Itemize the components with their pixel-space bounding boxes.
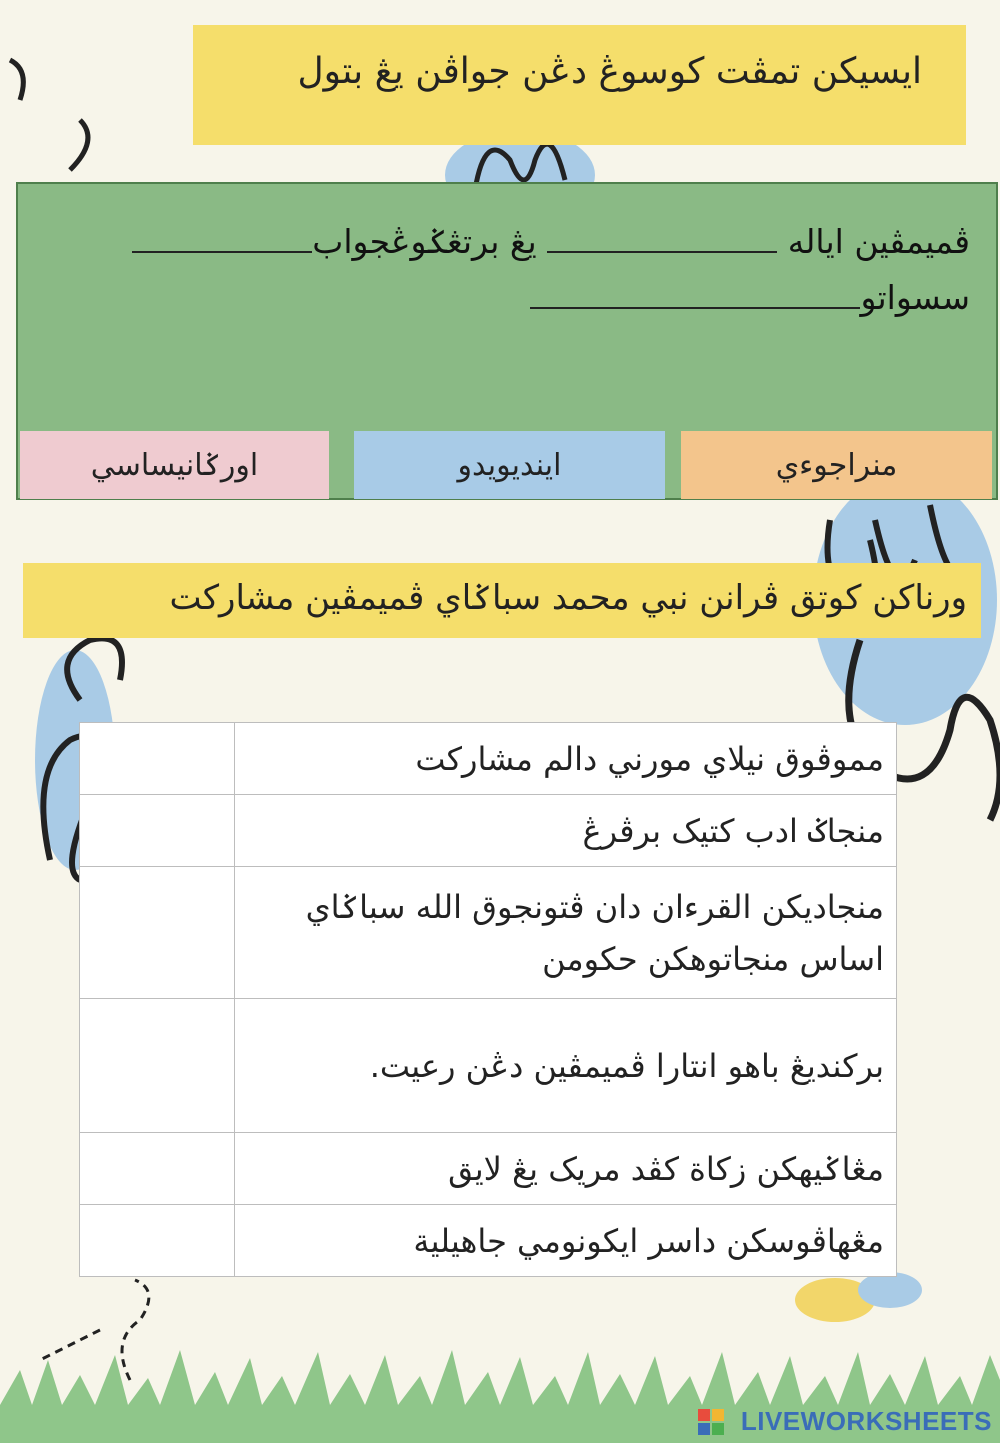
watermark: LIVEWORKSHEETS <box>740 1406 992 1436</box>
section-banner-text: ورناكن كوتق ڤرانن نبي محمد سباݢاي ڤميمڤين مشاركت <box>169 578 967 618</box>
answer-box[interactable] <box>80 867 235 999</box>
row-text: مڠهاڤوسكن داسر ايكونومي جاهيلية <box>235 1205 897 1277</box>
answer-box[interactable] <box>80 795 235 867</box>
answer-blank-2[interactable] <box>132 219 312 253</box>
question-part-2: يڠ برتڠݢوڠجواب <box>312 222 537 261</box>
row-text: منجاديكن القرءان دان ڤتونجوق الله سباݢاي اساس منجاتوهكن حكومن <box>235 867 897 999</box>
row-text: بركنديڠ باهو انتارا ڤميمڤين دڠن رعيت. <box>235 999 897 1133</box>
table-row <box>80 795 897 867</box>
answer-blank-3[interactable] <box>530 275 860 309</box>
table-row <box>80 1205 897 1277</box>
question-part-3: سسواتو <box>860 278 970 317</box>
option-2[interactable]: ايندیويدو <box>354 431 665 499</box>
table-row <box>80 867 897 999</box>
table-row <box>80 999 897 1133</box>
instruction-title-text: ايسيكن تمڤت كوسوڠ دڠن جواڤن يڠ بتول <box>297 51 922 92</box>
fill-in-question <box>30 214 970 326</box>
option-3[interactable]: اورݢانيساسي <box>20 431 329 499</box>
table-row <box>80 1133 897 1205</box>
answer-box[interactable] <box>80 1133 235 1205</box>
row-text: منجاݢ ادب كتيک برڤرڠ <box>235 795 897 867</box>
question-panel <box>16 182 998 500</box>
section-banner <box>23 563 981 638</box>
answer-box[interactable] <box>80 723 235 795</box>
liveworksheets-logo-icon <box>698 1409 724 1435</box>
instruction-title <box>193 25 966 145</box>
option-1[interactable]: منراجوءي <box>681 431 992 499</box>
answer-blank-1[interactable] <box>547 219 777 253</box>
table-row <box>80 723 897 795</box>
answer-box[interactable] <box>80 1205 235 1277</box>
answer-box[interactable] <box>80 999 235 1133</box>
row-text: مڠاݢيهكن زكاة كڤد مريک يڠ لايق <box>235 1133 897 1205</box>
row-text: مموڤوق نيلاي مورني دالم مشاركت <box>235 723 897 795</box>
roles-table <box>79 722 897 1277</box>
question-part-1: ڤميمڤين اياله <box>787 222 970 261</box>
